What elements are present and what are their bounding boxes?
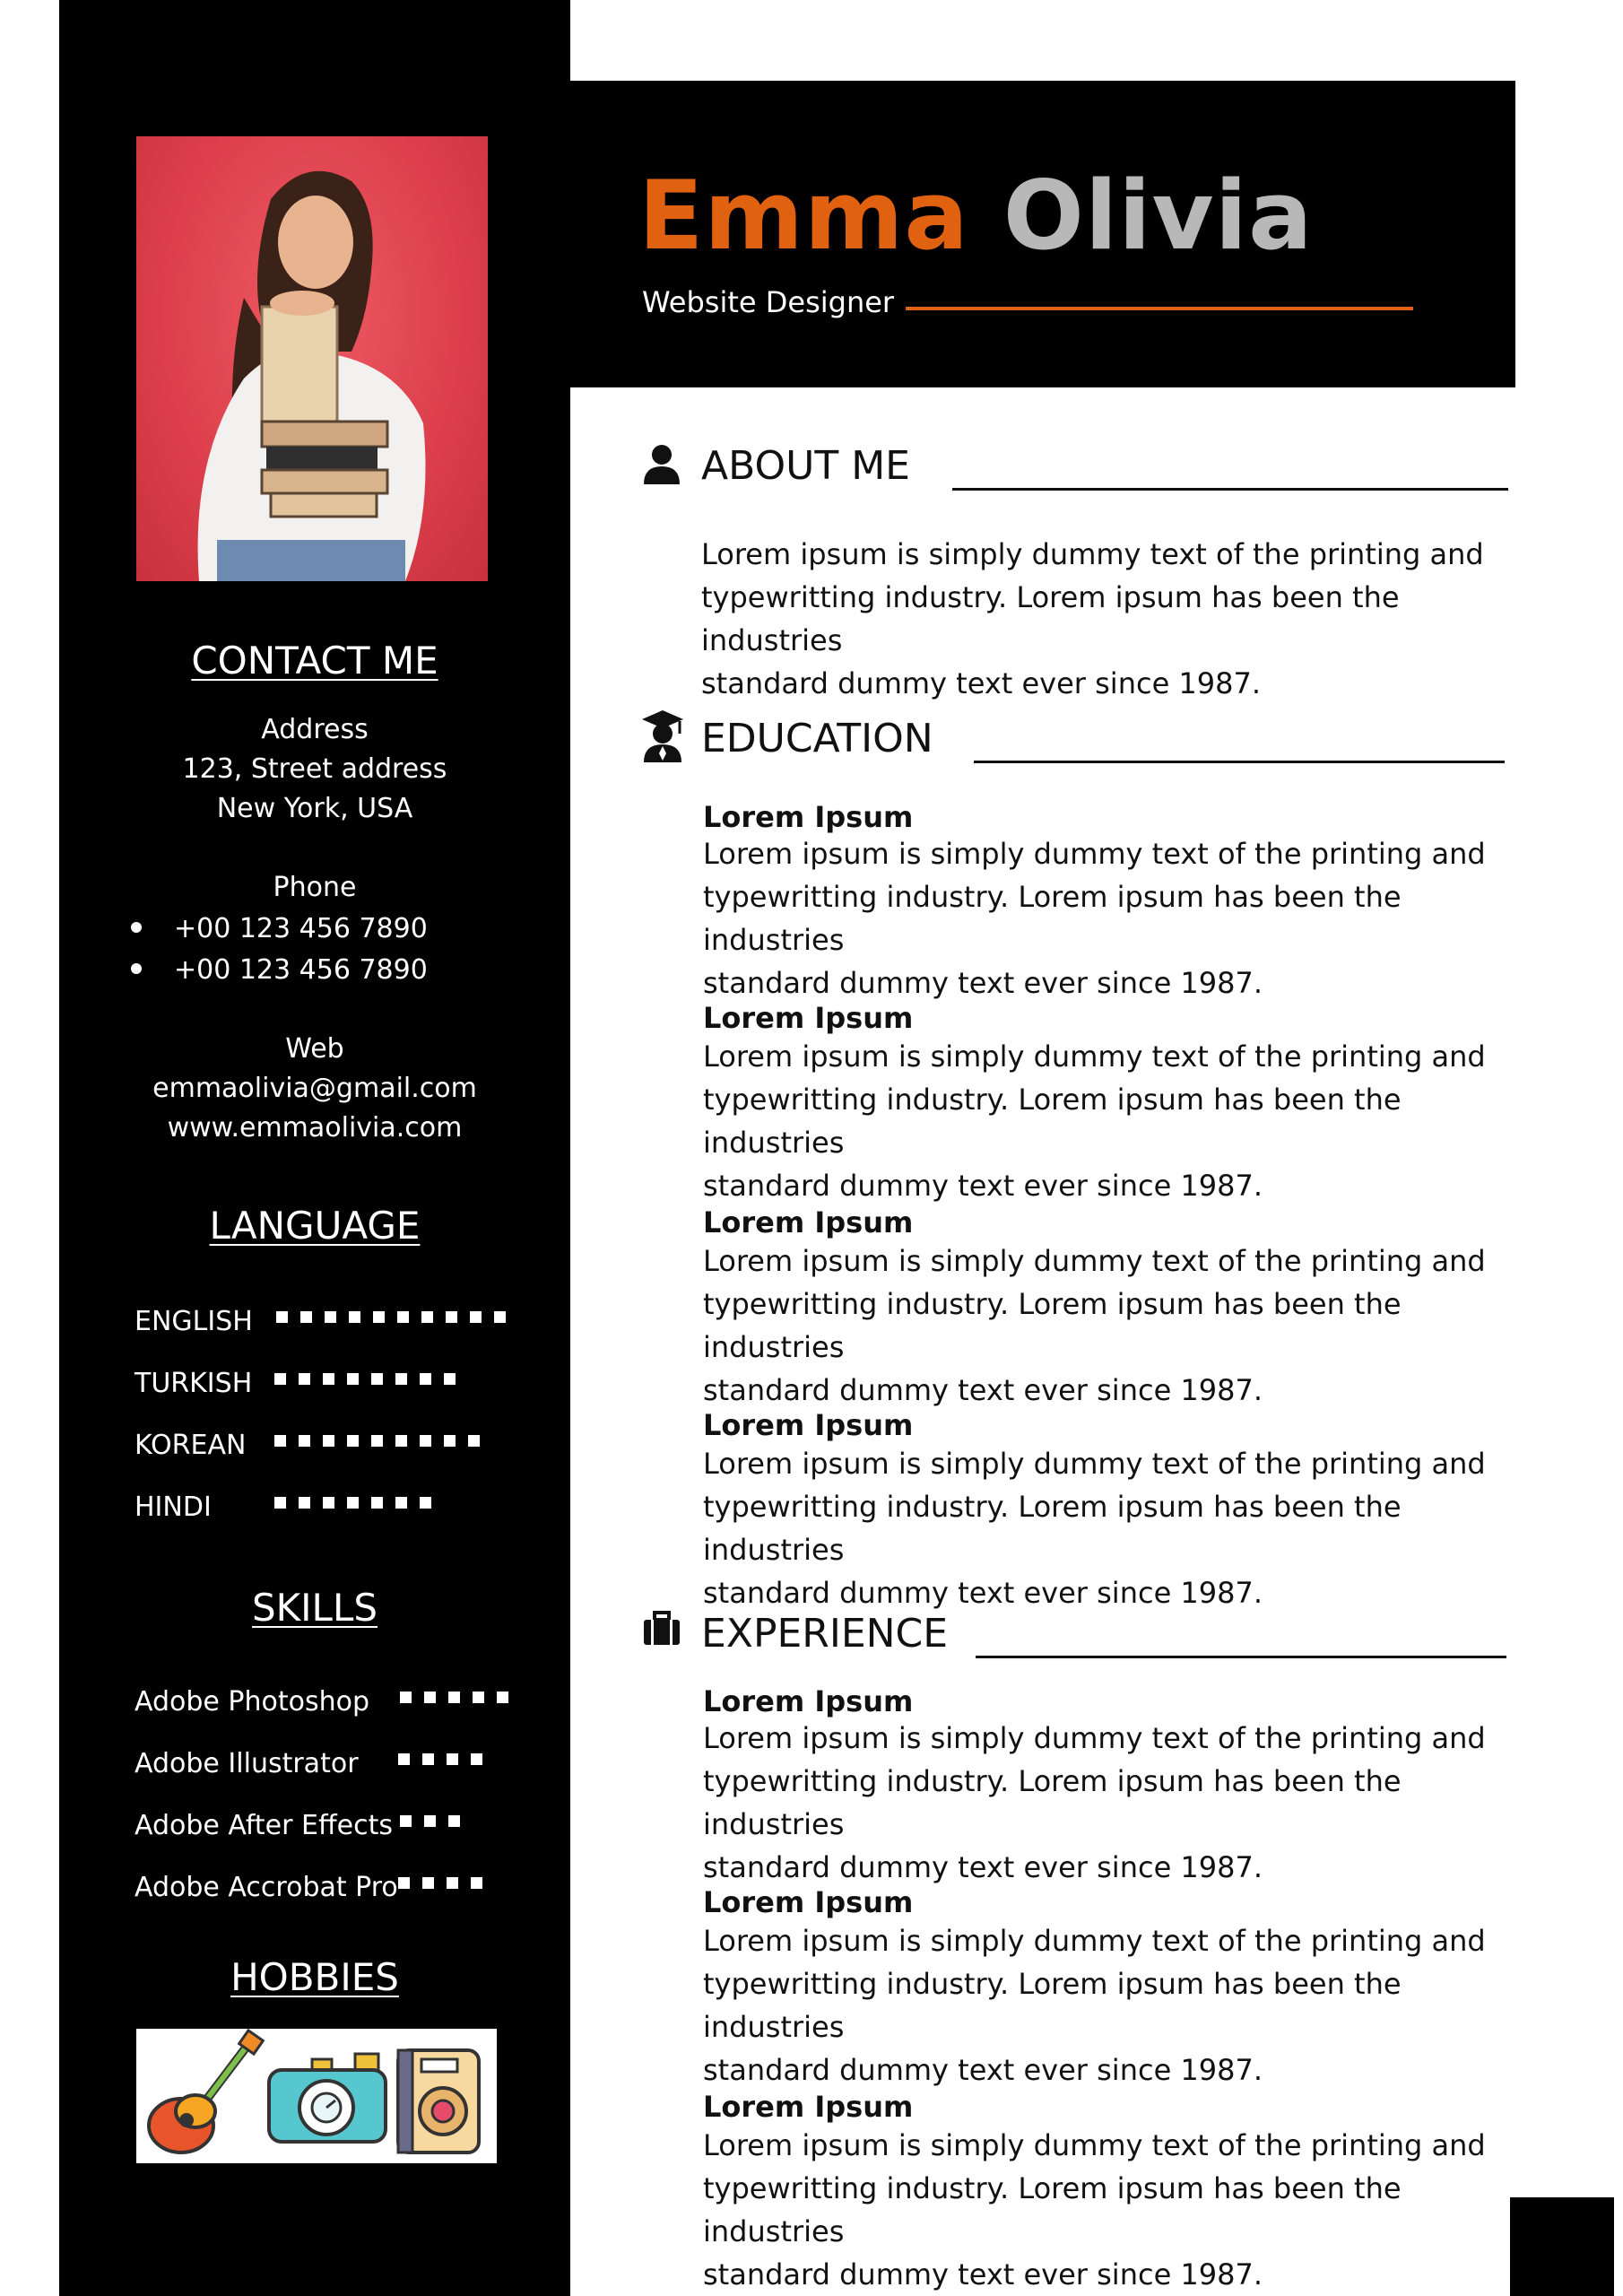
level-square	[400, 1815, 412, 1827]
text-line: standard dummy text ever since 1987.	[701, 666, 1262, 700]
experience-entry-text	[703, 2124, 1510, 2296]
level-square	[347, 1435, 359, 1447]
experience-entry-text	[703, 1717, 1510, 1889]
text-line: standard dummy text ever since 1987.	[703, 1169, 1263, 1203]
experience-entry-text	[703, 1919, 1510, 2092]
text-line: Lorem ipsum is simply dummy text of the printing and	[701, 537, 1484, 571]
about-rule	[952, 488, 1508, 491]
text-line: standard dummy text ever since 1987.	[703, 1850, 1263, 1884]
education-entry-text	[703, 1239, 1510, 1412]
graduate-icon	[640, 709, 685, 762]
level-square	[422, 1877, 434, 1889]
level-square	[420, 1435, 431, 1447]
text-line: typewritting industry. Lorem ipsum has been the industries	[703, 1490, 1402, 1567]
level-square	[299, 1435, 310, 1447]
website: www.emmaolivia.com	[167, 1112, 463, 1144]
level-square	[371, 1373, 383, 1385]
language-heading: LANGUAGE	[209, 1204, 421, 1248]
skill-name: Adobe Photoshop	[135, 1686, 370, 1718]
phone-label: Phone	[273, 872, 357, 903]
level-square	[274, 1373, 286, 1385]
level-square	[274, 1435, 286, 1447]
text-line: Lorem ipsum is simply dummy text of the printing and	[703, 1244, 1486, 1278]
language-row	[135, 1368, 252, 1399]
level-square	[470, 1311, 482, 1323]
level-square	[347, 1497, 359, 1509]
skill-row	[135, 1686, 369, 1718]
level-square	[446, 1311, 457, 1323]
level-square	[395, 1373, 407, 1385]
person-illustration	[136, 136, 488, 581]
phone-item-1	[131, 913, 428, 944]
text-line: typewritting industry. Lorem ipsum has been the industries	[703, 1287, 1402, 1364]
text-line: standard dummy text ever since 1987.	[703, 1576, 1263, 1610]
address-label: Address	[261, 714, 369, 745]
email: emmaolivia@gmail.com	[152, 1073, 477, 1104]
language-name: KOREAN	[135, 1430, 247, 1461]
level-square	[300, 1311, 312, 1323]
web-label: Web	[285, 1033, 344, 1065]
education-entry-text	[703, 832, 1510, 1004]
briefcase-icon	[642, 1611, 681, 1647]
phone-number: +00 123 456 7890	[174, 913, 428, 944]
text-line: Lorem ipsum is simply dummy text of the printing and	[703, 2128, 1486, 2162]
level-square	[471, 1877, 482, 1889]
skill-name: Adobe Illustrator	[135, 1748, 359, 1779]
radio-icon	[398, 2050, 479, 2152]
level-square	[447, 1753, 458, 1765]
phone-item-2	[131, 954, 428, 986]
education-entry-title: Lorem Ipsum	[703, 1408, 914, 1442]
level-square	[400, 1692, 412, 1703]
level-square	[274, 1497, 286, 1509]
level-square	[371, 1435, 383, 1447]
phone-number: +00 123 456 7890	[174, 954, 428, 986]
level-square	[444, 1373, 456, 1385]
experience-entry-title: Lorem Ipsum	[703, 2090, 914, 2124]
level-square	[373, 1311, 385, 1323]
level-square	[497, 1692, 508, 1703]
language-row	[135, 1430, 246, 1461]
last-name: Olivia	[1002, 161, 1314, 271]
language-row	[135, 1306, 253, 1337]
level-square	[424, 1815, 436, 1827]
level-square	[323, 1497, 334, 1509]
level-square	[444, 1435, 456, 1447]
level-square	[420, 1497, 431, 1509]
level-square	[424, 1692, 436, 1703]
education-title: EDUCATION	[701, 716, 933, 761]
level-square	[447, 1877, 458, 1889]
level-square	[323, 1435, 334, 1447]
address-line-2: New York, USA	[216, 793, 413, 824]
level-square	[468, 1435, 480, 1447]
level-square	[371, 1497, 383, 1509]
level-square	[398, 1877, 410, 1889]
about-text	[701, 533, 1508, 705]
text-line: standard dummy text ever since 1987.	[703, 2257, 1263, 2292]
text-line: Lorem ipsum is simply dummy text of the printing and	[703, 837, 1486, 871]
level-square	[420, 1373, 431, 1385]
text-line: Lorem ipsum is simply dummy text of the printing and	[703, 1924, 1486, 1958]
education-entry-title: Lorem Ipsum	[703, 800, 914, 834]
corner-block	[1510, 2197, 1614, 2296]
text-line: typewritting industry. Lorem ipsum has been the industries	[703, 2171, 1402, 2248]
first-name: Emma	[638, 161, 969, 271]
sidebar	[59, 0, 570, 2296]
text-line: typewritting industry. Lorem ipsum has been the industries	[701, 580, 1400, 657]
language-row	[135, 1492, 212, 1523]
education-entry-text	[703, 1442, 1510, 1614]
education-entry-title: Lorem Ipsum	[703, 1205, 914, 1239]
experience-entry-title: Lorem Ipsum	[703, 1684, 914, 1718]
level-square	[422, 1753, 434, 1765]
level-square	[299, 1373, 310, 1385]
education-rule	[974, 761, 1505, 763]
text-line: standard dummy text ever since 1987.	[703, 966, 1263, 1000]
address-line-1: 123, Street address	[182, 753, 447, 785]
level-square	[299, 1497, 310, 1509]
level-square	[349, 1311, 360, 1323]
language-name: ENGLISH	[135, 1306, 253, 1337]
level-square	[448, 1815, 460, 1827]
skill-name: Adobe Accrobat Pro	[135, 1872, 398, 1903]
profile-photo	[136, 136, 488, 581]
experience-title: EXPERIENCE	[701, 1611, 949, 1657]
skills-heading: SKILLS	[251, 1586, 378, 1630]
level-square	[397, 1311, 409, 1323]
level-square	[494, 1311, 506, 1323]
skill-row	[135, 1810, 393, 1841]
level-square	[448, 1692, 460, 1703]
full-name	[638, 161, 1314, 271]
job-title: Website Designer	[642, 285, 895, 319]
level-square	[347, 1373, 359, 1385]
contact-heading: CONTACT ME	[191, 639, 438, 683]
level-square	[395, 1435, 407, 1447]
bullet-icon	[131, 922, 142, 933]
text-line: typewritting industry. Lorem ipsum has been the industries	[703, 1083, 1402, 1160]
skill-row	[135, 1748, 359, 1779]
level-square	[473, 1692, 484, 1703]
about-title: ABOUT ME	[701, 443, 910, 489]
title-accent-line	[906, 307, 1413, 310]
hobbies-heading: HOBBIES	[230, 1955, 399, 1999]
level-square	[276, 1311, 288, 1323]
skill-name: Adobe After Effects	[135, 1810, 393, 1841]
text-line: Lorem ipsum is simply dummy text of the printing and	[703, 1039, 1486, 1074]
text-line: Lorem ipsum is simply dummy text of the printing and	[703, 1447, 1486, 1481]
experience-rule	[976, 1656, 1506, 1658]
text-line: Lorem ipsum is simply dummy text of the printing and	[703, 1721, 1486, 1755]
level-square	[325, 1311, 336, 1323]
level-square	[323, 1373, 334, 1385]
level-square	[395, 1497, 407, 1509]
education-entry-title: Lorem Ipsum	[703, 1001, 914, 1035]
education-entry-text	[703, 1035, 1510, 1207]
text-line: standard dummy text ever since 1987.	[703, 1373, 1263, 1407]
skill-row	[135, 1872, 398, 1903]
text-line: typewritting industry. Lorem ipsum has been the industries	[703, 880, 1402, 957]
level-square	[471, 1753, 482, 1765]
bullet-icon	[131, 963, 142, 974]
experience-entry-title: Lorem Ipsum	[703, 1885, 914, 1919]
text-line: typewritting industry. Lorem ipsum has been the industries	[703, 1764, 1402, 1841]
user-icon	[642, 443, 681, 484]
hobbies-box	[136, 2029, 497, 2163]
camera-icon	[269, 2054, 386, 2142]
level-square	[421, 1311, 433, 1323]
language-name: TURKISH	[135, 1368, 253, 1399]
text-line: standard dummy text ever since 1987.	[703, 2053, 1263, 2087]
level-square	[398, 1753, 410, 1765]
text-line: typewritting industry. Lorem ipsum has been the industries	[703, 1967, 1402, 2044]
language-name: HINDI	[135, 1492, 212, 1523]
guitar-icon	[149, 2031, 263, 2152]
